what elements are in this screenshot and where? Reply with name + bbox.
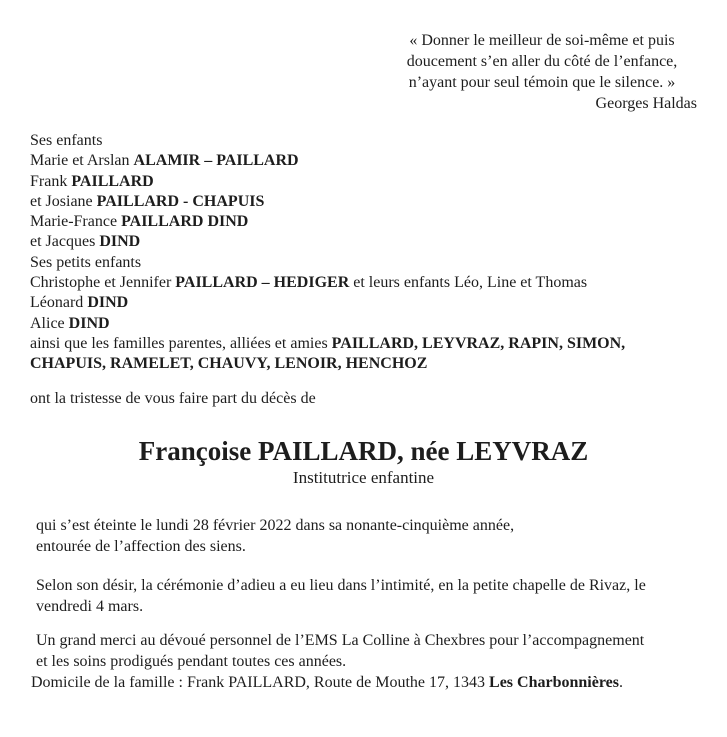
quote-block [387,30,697,114]
name-bold: PAILLARD [71,172,154,190]
paragraph-death [36,516,514,557]
deceased-name: Françoise PAILLARD, née LEYVRAZ [138,436,589,466]
family-line-child-4 [30,212,625,232]
name-plain: et Josiane [30,192,97,210]
family-heading-children: Ses enfants [30,132,103,149]
family-line-relatives-1 [30,334,625,354]
name-plain: Frank [30,172,72,190]
paragraph-thanks-line-1: Un grand merci au dévoué personnel de l’EMS La Colline à Chexbres pour l’accompagnement [36,632,645,649]
name-plain: Marie et Arslan [30,152,134,170]
deceased-title: Institutrice enfantine [292,468,435,487]
family-line-grandchild-1 [30,273,625,293]
family-line-relatives-2 [30,354,625,374]
name-tail: et leurs enfants Léo, Line et Thomas [349,274,588,292]
family-heading-grandchildren: Ses petits enfants [30,253,142,271]
relatives-bold: CHAPUIS, RAMELET, CHAUVY, LENOIR, HENCHOZ [30,355,428,373]
paragraph-ceremony [36,576,646,617]
family-line-child-3 [30,192,625,212]
relatives-plain: ainsi que les familles parentes, alliées et amies [30,334,332,352]
paragraph-death-line-2: entourée de l’affection des siens. [36,537,246,555]
address-plain: Domicile de la famille : Frank PAILLARD, Route de Mouthe 17, 1343 [31,674,490,691]
name-bold: DIND [68,314,110,332]
family-list [30,131,625,375]
paragraph-ceremony-line-2: vendredi 4 mars. [36,597,144,615]
paragraph-thanks-line-2: et les soins prodigués pendant toutes ces années. [36,652,347,670]
family-address [31,673,623,694]
name-bold: PAILLARD DIND [121,213,249,231]
paragraph-death-line-1: qui s’est éteinte le lundi 28 février 2022 dans sa nonante-cinquième année, [36,517,515,534]
name-plain: Marie-France [30,213,122,231]
family-line-child-5 [30,232,625,252]
relatives-bold: PAILLARD, LEYVRAZ, RAPIN, SIMON, [331,334,626,352]
family-line-child-1 [30,151,625,171]
family-line-grandchild-3 [30,314,625,334]
name-bold: DIND [87,294,129,312]
quote-attribution: Georges Haldas [595,95,697,112]
quote-line-2: doucement s’en aller du côté de l’enfance, [406,53,678,70]
name-bold: ALAMIR – PAILLARD [133,152,299,170]
paragraph-thanks [36,631,644,672]
name-plain: Léonard [30,294,88,312]
name-plain: Christophe et Jennifer [30,274,176,292]
paragraph-ceremony-line-1: Selon son désir, la cérémonie d’adieu a eu lieu dans l’intimité, en la petite chapelle de Rivaz, le [36,577,646,594]
address-bold: Les Charbonnières [489,674,619,691]
address-suffix: . [618,674,623,691]
name-bold: DIND [99,233,141,251]
name-bold: PAILLARD – HEDIGER [175,274,350,292]
family-line-grandchild-2 [30,293,625,313]
family-line-child-2 [30,172,625,192]
quote-line-3: n’ayant pour seul témoin que le silence. » [408,74,676,91]
name-plain: Alice [30,314,69,332]
name-bold: PAILLARD - CHAPUIS [96,192,265,210]
announcement-intro: ont la tristesse de vous faire part du décès de [30,390,316,407]
quote-line-1: « Donner le meilleur de soi-même et puis [409,32,675,49]
name-plain: et Jacques [30,233,100,251]
